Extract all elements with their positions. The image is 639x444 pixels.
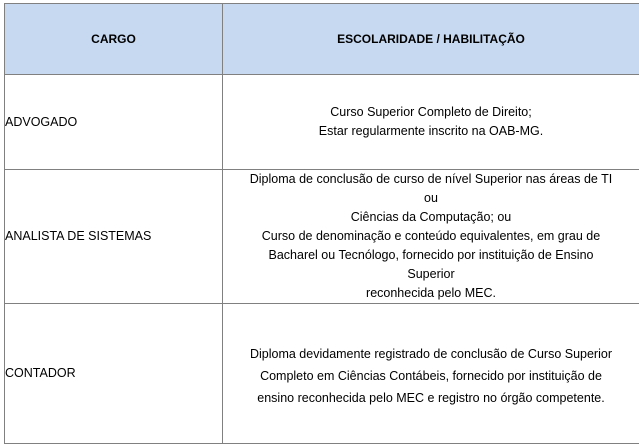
cargo-cell: ANALISTA DE SISTEMAS [5,170,223,304]
requirement-cell [223,75,639,170]
requirements-table [4,3,639,444]
requirement-line: Estar regularmente inscrito na OAB-MG. [223,122,639,141]
header-escolaridade: ESCOLARIDADE / HABILITAÇÃO [223,4,639,75]
table-row [5,304,639,444]
header-row [5,4,639,75]
table-row [5,75,639,170]
cargo-cell: CONTADOR [5,304,223,444]
requirement-line: Curso de denominação e conteúdo equivalentes, em grau de [223,227,639,246]
requirement-line: ensino reconhecida pelo MEC e registro no órgão competente. [223,387,639,409]
requirement-line: Curso Superior Completo de Direito; [223,103,639,122]
requirement-line: Superior [223,265,639,284]
requirement-line: Bacharel ou Tecnólogo, fornecido por instituição de Ensino [223,246,639,265]
table-row [5,170,639,304]
requirement-line: reconhecida pelo MEC. [223,284,639,303]
requirement-line: Ciências da Computação; ou [223,208,639,227]
requirement-line: ou [223,189,639,208]
requirement-line: Completo em Ciências Contábeis, fornecido por instituição de [223,365,639,387]
cargo-cell: ADVOGADO [5,75,223,170]
header-cargo: CARGO [5,4,223,75]
requirement-cell [223,304,639,444]
requirement-line: Diploma de conclusão de curso de nível Superior nas áreas de TI [223,170,639,189]
requirement-line: Diploma devidamente registrado de conclusão de Curso Superior [223,343,639,365]
requirement-cell [223,170,639,304]
